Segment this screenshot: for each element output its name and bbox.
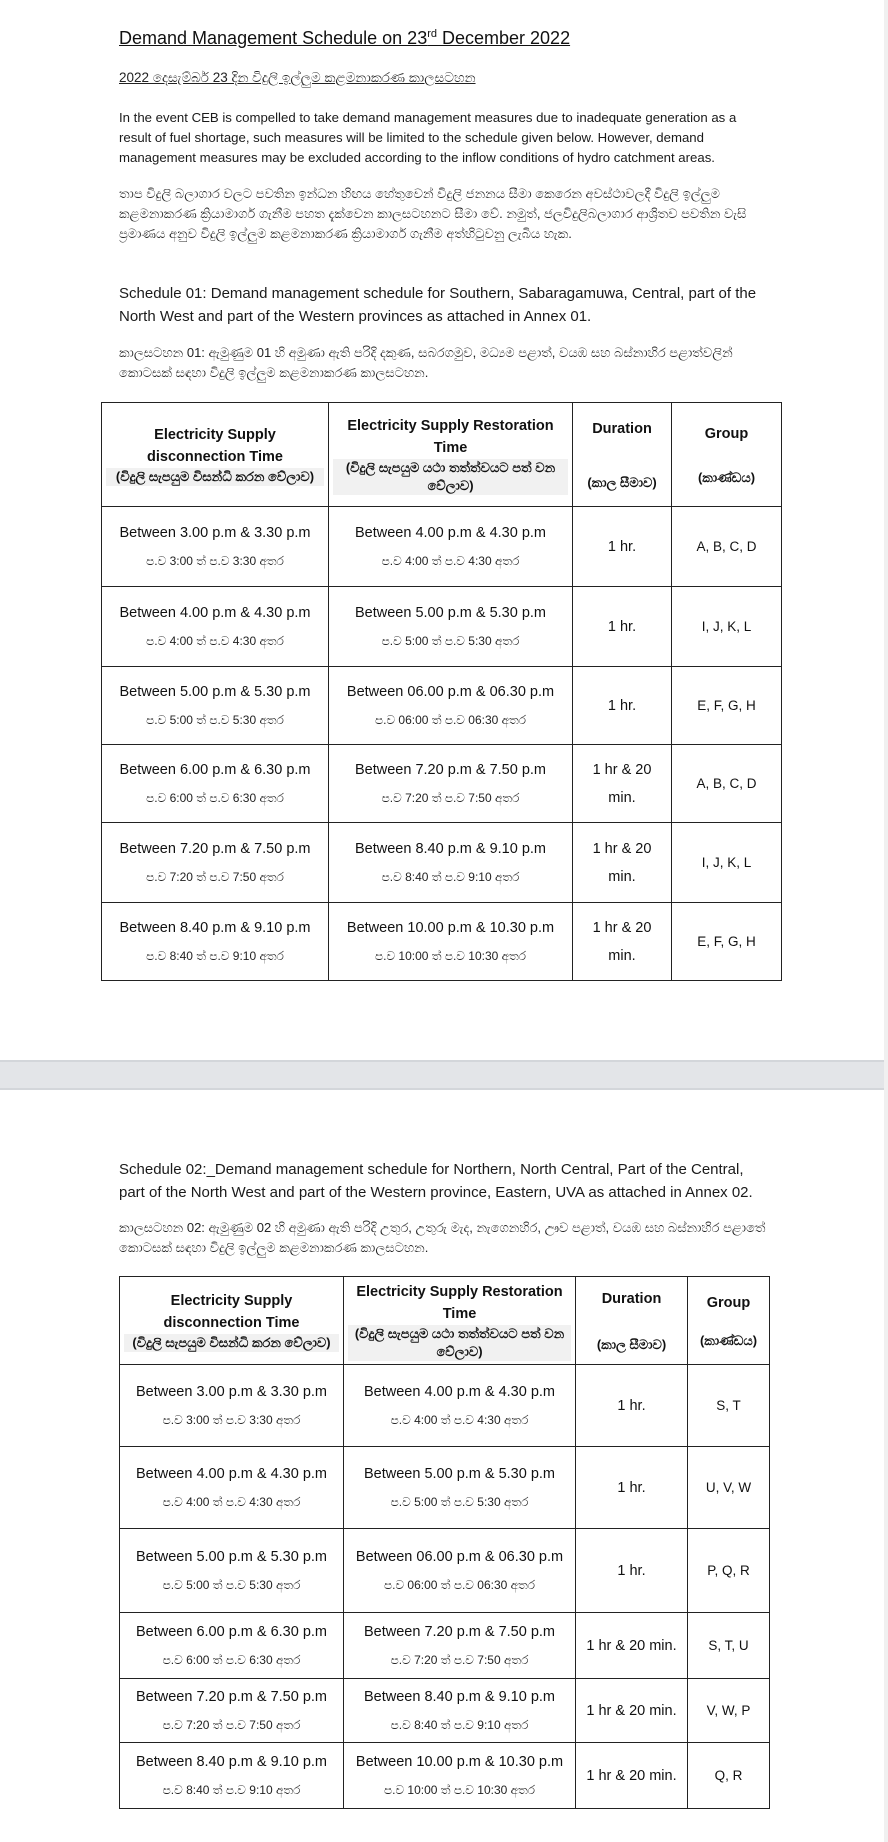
duration-cell: 1 hr & 20 min. [576, 1743, 688, 1809]
group-cell: V, W, P [688, 1679, 770, 1743]
schedule1-heading: Schedule 01: Demand management schedule for Southern, Sabaragamuwa, Central, part of the North West and part of the Western provinces as attached in Annex 01. [119, 285, 757, 325]
header-restore: Electricity Supply Restoration Time (විදුලි සැපයුම යථා තත්ත්වයට පත් වන වේලාව) [344, 1277, 576, 1365]
table-row [102, 507, 782, 587]
disconnect-time-cell: Between 4.00 p.m & 4.30 p.m ප.ව 4:00 ත් ප.ව 4:30 අතර [102, 587, 329, 667]
table-row [120, 1679, 770, 1743]
restoration-time-cell: Between 4.00 p.m & 4.30 p.m ප.ව 4:00 ත් ප.ව 4:30 අතර [329, 507, 573, 587]
duration-cell: 1 hr. [576, 1529, 688, 1613]
table-row [102, 745, 782, 823]
restoration-time-cell: Between 8.40 p.m & 9.10 p.m ප.ව 8:40 ත් ප.ව 9:10 අතර [344, 1679, 576, 1743]
table-row [120, 1613, 770, 1679]
disconnect-time-cell: Between 5.00 p.m & 5.30 p.m ප.ව 5:00 ත් ප.ව 5:30 අතර [120, 1529, 344, 1613]
header-duration: Duration (කාල සීමාව) [573, 403, 672, 507]
disconnect-time-cell: Between 8.40 p.m & 9.10 p.m ප.ව 8:40 ත් ප.ව 9:10 අතර [120, 1743, 344, 1809]
header-group: Group (කාණ්ඩය) [672, 403, 782, 507]
disconnect-time-cell: Between 7.20 p.m & 7.50 p.m ප.ව 7:20 ත් ප.ව 7:50 අතර [120, 1679, 344, 1743]
page-separator [0, 1060, 888, 1090]
restoration-time-cell: Between 10.00 p.m & 10.30 p.m ප.ව 10:00 ත් ප.ව 10:30 අතර [344, 1743, 576, 1809]
header-group: Group (කාණ්ඩය) [688, 1277, 770, 1365]
restoration-time-cell: Between 4.00 p.m & 4.30 p.m ප.ව 4:00 ත් ප.ව 4:30 අතර [344, 1365, 576, 1447]
header-duration: Duration (කාල සීමාව) [576, 1277, 688, 1365]
schedule2-heading-sinhala: කාලසටහන 02: ඇමුණුම 02 හි අමුණා ඇති පරිදි උතුර, උතුරු මැද, නැගෙනහිර, ඌව පළාත්, වයඹ සහ බස්නාහිර පළාතේ කොටසක් සඳහා විදුලි ඉල්ලුම කළමනාකරණ කාලසටහන. [119, 1220, 766, 1255]
group-cell: E, F, G, H [672, 903, 782, 981]
duration-cell: 1 hr. [573, 587, 672, 667]
page-title: Demand Management Schedule on 23rd December 2022 [119, 28, 571, 48]
sinhala-title: 2022 දෙසැම්බර් 23 දින විදුලි ඉල්ලුම කළමනාකරණ කාලසටහන [119, 70, 476, 85]
group-cell: A, B, C, D [672, 745, 782, 823]
intro-sinhala: තාප විදුලි බලාගාර වලට පවතින ඉන්ධන හිඟය හේතුවෙන් විදුලි ජනනය සීමා කෙරෙන අවස්ථාවලදී විදුලි ඉල්ලුම කළමනාකරණ ක්‍රියාමාර්ග ගැනීම පහත දැක්වෙන කාලසටහනට සීමා වේ. නමුත්, ජලවිදුලිබලාගාර ආශ්‍රිතව පවතින වැසි ප්‍රමාණය අනුව විදුලි ඉල්ලුම කළමනාකරණ ක්‍රියාමාර්ග ගැනීම අත්හිටුවනු ලැබිය හැක. [119, 186, 747, 241]
group-cell: Q, R [688, 1743, 770, 1809]
group-cell: S, T [688, 1365, 770, 1447]
group-cell: U, V, W [688, 1447, 770, 1529]
disconnect-time-cell: Between 5.00 p.m & 5.30 p.m ප.ව 5:00 ත් ප.ව 5:30 අතර [102, 667, 329, 745]
duration-cell: 1 hr & 20 min. [573, 903, 672, 981]
table-row [102, 667, 782, 745]
group-cell: P, Q, R [688, 1529, 770, 1613]
group-cell: E, F, G, H [672, 667, 782, 745]
disconnect-time-cell: Between 4.00 p.m & 4.30 p.m ප.ව 4:00 ත් ප.ව 4:30 අතර [120, 1447, 344, 1529]
duration-cell: 1 hr. [576, 1447, 688, 1529]
duration-cell: 1 hr. [573, 667, 672, 745]
restoration-time-cell: Between 7.20 p.m & 7.50 p.m ප.ව 7:20 ත් ප.ව 7:50 අතර [329, 745, 573, 823]
restoration-time-cell: Between 5.00 p.m & 5.30 p.m ප.ව 5:00 ත් ප.ව 5:30 අතර [344, 1447, 576, 1529]
duration-cell: 1 hr & 20 min. [573, 745, 672, 823]
disconnect-time-cell: Between 6.00 p.m & 6.30 p.m ප.ව 6:00 ත් ප.ව 6:30 අතර [120, 1613, 344, 1679]
table-row [102, 823, 782, 903]
table-row [102, 587, 782, 667]
group-cell: I, J, K, L [672, 823, 782, 903]
table-row [120, 1529, 770, 1613]
document-page-2 [0, 1090, 888, 1842]
schedule2-table [119, 1276, 770, 1809]
restoration-time-cell: Between 7.20 p.m & 7.50 p.m ප.ව 7:20 ත් ප.ව 7:50 අතර [344, 1613, 576, 1679]
schedule1-heading-sinhala: කාලසටහන 01: ඇමුණුම 01 හි අමුණා ඇති පරිදි දකුණ, සබරගමුව, මධ්‍යම පළාත්, වයඹ සහ බස්නාහිර පළාත්වලින් කොටසක් සඳහා විදුලි ඉල්ලුම කළමනාකරණ කාලසටහන. [119, 345, 733, 380]
schedule1-table [101, 402, 782, 981]
restoration-time-cell: Between 06.00 p.m & 06.30 p.m ප.ව 06:00 ත් ප.ව 06:30 අතර [344, 1529, 576, 1613]
disconnect-time-cell: Between 3.00 p.m & 3.30 p.m ප.ව 3:00 ත් ප.ව 3:30 අතර [102, 507, 329, 587]
vertical-scrollbar[interactable] [884, 0, 888, 1842]
header-disconnect: Electricity Supply disconnection Time (විදුලි සැපයුම විසන්ධි කරන වේලාව) [120, 1277, 344, 1365]
disconnect-time-cell: Between 3.00 p.m & 3.30 p.m ප.ව 3:00 ත් ප.ව 3:30 අතර [120, 1365, 344, 1447]
group-cell: S, T, U [688, 1613, 770, 1679]
table-row [102, 903, 782, 981]
duration-cell: 1 hr & 20 min. [576, 1679, 688, 1743]
intro-english: In the event CEB is compelled to take demand management measures due to inadequate generation as a result of fuel shortage, such measures will be limited to the schedule given below. However, demand management measures may be excluded according to the inflow conditions of hydro catchment areas. [119, 110, 737, 165]
duration-cell: 1 hr & 20 min. [576, 1613, 688, 1679]
table-row [120, 1743, 770, 1809]
duration-cell: 1 hr. [573, 507, 672, 587]
header-restore: Electricity Supply Restoration Time (විදුලි සැපයුම යථා තත්ත්වයට පත් වන වේලාව) [329, 403, 573, 507]
restoration-time-cell: Between 10.00 p.m & 10.30 p.m ප.ව 10:00 ත් ප.ව 10:30 අතර [329, 903, 573, 981]
table-row [120, 1447, 770, 1529]
duration-cell: 1 hr. [576, 1365, 688, 1447]
schedule2-heading: Schedule 02:_Demand management schedule for Northern, North Central, Part of the Central, part of the North West and part of the Western province, Eastern, UVA as attached in Annex 02. [119, 1161, 753, 1201]
duration-cell: 1 hr & 20 min. [573, 823, 672, 903]
disconnect-time-cell: Between 8.40 p.m & 9.10 p.m ප.ව 8:40 ත් ප.ව 9:10 අතර [102, 903, 329, 981]
restoration-time-cell: Between 06.00 p.m & 06.30 p.m ප.ව 06:00 ත් ප.ව 06:30 අතර [329, 667, 573, 745]
group-cell: A, B, C, D [672, 507, 782, 587]
table-row [120, 1365, 770, 1447]
disconnect-time-cell: Between 6.00 p.m & 6.30 p.m ප.ව 6:00 ත් ප.ව 6:30 අතර [102, 745, 329, 823]
disconnect-time-cell: Between 7.20 p.m & 7.50 p.m ප.ව 7:20 ත් ප.ව 7:50 අතර [102, 823, 329, 903]
table-header-row [120, 1277, 770, 1365]
restoration-time-cell: Between 5.00 p.m & 5.30 p.m ප.ව 5:00 ත් ප.ව 5:30 අතර [329, 587, 573, 667]
table-header-row [102, 403, 782, 507]
group-cell: I, J, K, L [672, 587, 782, 667]
header-disconnect: Electricity Supply disconnection Time (විදුලි සැපයුම විසන්ධි කරන වේලාව) [102, 403, 329, 507]
restoration-time-cell: Between 8.40 p.m & 9.10 p.m ප.ව 8:40 ත් ප.ව 9:10 අතර [329, 823, 573, 903]
